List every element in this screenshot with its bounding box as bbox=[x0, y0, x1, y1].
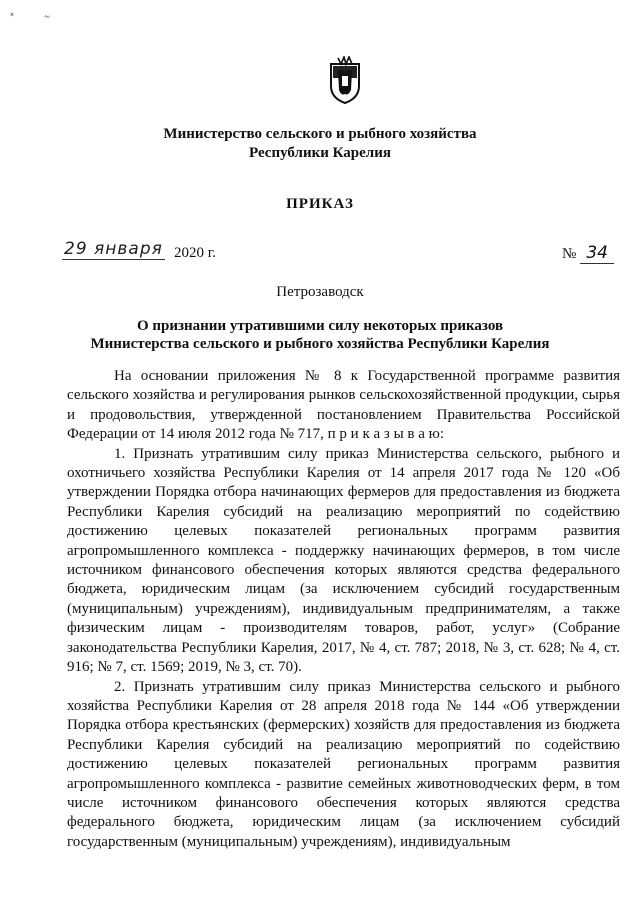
city: Петрозаводск bbox=[276, 284, 364, 300]
ministry-line2: Республики Карелия bbox=[249, 145, 391, 161]
scan-marks: ˟ ~ bbox=[10, 12, 64, 23]
date-number-line bbox=[62, 239, 614, 267]
number-prefix: № bbox=[562, 246, 577, 262]
handwritten-number: 34 bbox=[580, 243, 614, 264]
karelia-coat-of-arms-icon bbox=[328, 56, 362, 104]
order-title: ПРИКАЗ bbox=[286, 196, 354, 212]
ministry-header bbox=[0, 125, 640, 163]
order-body bbox=[67, 367, 620, 852]
order-subject bbox=[40, 317, 600, 353]
intro-paragraph: На основании приложения № 8 к Государственной программе развития сельского хозяйства и регулирования рынков сельскохозяйственной продукции, сырья и продовольствия, утвержденной постановлением Правительства Российской Федерации от 14 июля 2012 года № 717, п р и к а з ы в а ю: bbox=[67, 368, 620, 443]
subject-line1: О признании утратившими силу некоторых приказов bbox=[136, 318, 504, 334]
subject-line2: Министерства сельского и рыбного хозяйства Республики Карелия bbox=[90, 336, 550, 352]
ministry-line1: Министерство сельского и рыбного хозяйства bbox=[163, 126, 477, 142]
order-number bbox=[562, 243, 614, 263]
date-year: 2020 г. bbox=[174, 245, 216, 261]
item-2-paragraph: 2. Признать утратившим силу приказ Министерства сельского и рыбного хозяйства Республики Карелия от 28 апреля 2018 года № 144 «Об утверждении Порядка отбора крестьянских (фермерских) хозяйств для предоставления из бюджета Республики Карелия субсидий на реализацию мероприятий по содействию достижению целевых показателей региональных программ развития агропромышленного комплекса - развитие семейных животноводческих ферм, в том числе источником финансового обеспечения которых являются средства федерального бюджета, юридическим лицам (за исключением субсидий государственным (муниципальным) учреждениям), индивидуальным bbox=[67, 678, 620, 850]
handwritten-date: 29 января bbox=[64, 239, 163, 259]
item-1-paragraph: 1. Признать утратившим силу приказ Министерства сельского, рыбного и охотничьего хозяйства Республики Карелия от 14 апреля 2017 года № 120 «Об утверждении Порядка отбора начинающих фермеров для предоставления из бюджета Республики Карелия субсидий на реализацию мероприятий по содействию достижению целевых показателей региональных программ развития агропромышленного комплекса - поддержку начинающих фермеров, в том числе источником финансового обеспечения которых являются средства федерального бюджета, юридическим лицам (за исключением субсидий государственным (муниципальным) учреждениям), индивидуальным предпринимателям, а также физическим лицам - производителям товаров, работ, услуг» (Собрание законодательства Республики Карелия, 2017, № 4, ст. 787; 2018, № 3, ст. 628; № 4, ст. 916; № 7, ст. 1569; 2019, № 3, ст. 70). bbox=[67, 445, 620, 676]
